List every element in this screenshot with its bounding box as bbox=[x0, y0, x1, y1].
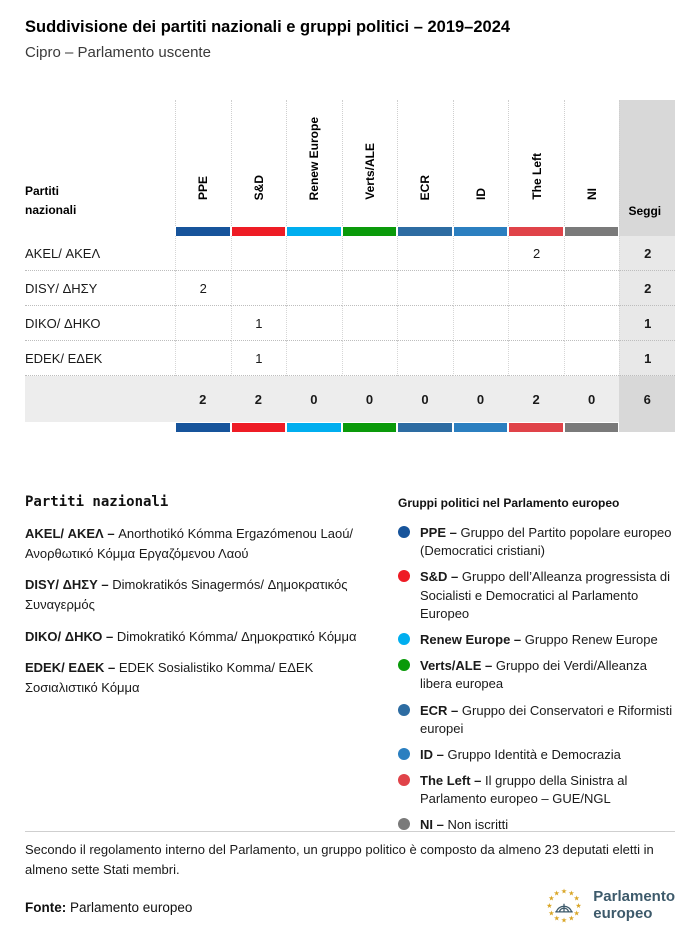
group-description: Gruppo Renew Europe bbox=[521, 631, 658, 647]
ep-logo-star: ★ bbox=[561, 917, 568, 923]
bar-row-spacer-top bbox=[25, 226, 175, 236]
group-total-cell: 2 bbox=[508, 376, 564, 422]
group-description: Gruppo del Partito popolare europeo (Democratici cristiani) bbox=[420, 525, 672, 559]
political-groups-heading: Gruppi politici nel Parlamento europeo bbox=[398, 496, 620, 510]
ep-logo-star: ★ bbox=[548, 895, 555, 903]
column-header-label: ID bbox=[474, 188, 489, 200]
group-abbr: Verts/ALE – bbox=[420, 658, 493, 674]
seat-count-cell bbox=[286, 236, 342, 271]
seat-count-cell bbox=[342, 271, 398, 306]
group-color-bar bbox=[343, 227, 397, 236]
party-legend-item bbox=[25, 627, 377, 647]
party-full-name: Anorthotikó Kómma Ergazómenou Laoú/ Ανορθωτικό Κόμμα Εργαζόμενου Λαού bbox=[25, 526, 354, 562]
party-seats-cell: 2 bbox=[619, 236, 675, 271]
seats-column-header: Seggi bbox=[619, 100, 675, 226]
party-name: EDEK/ ΕΔΕΚ bbox=[25, 341, 175, 376]
seat-count-cell bbox=[397, 236, 453, 271]
seat-count-cell bbox=[342, 306, 398, 341]
group-color-bar-cell bbox=[564, 422, 620, 432]
group-color-bar bbox=[398, 423, 452, 432]
ep-logo-star: ★ bbox=[561, 888, 568, 896]
group-total-cell: 0 bbox=[397, 376, 453, 422]
party-legend-item bbox=[25, 524, 377, 564]
ep-logo-hemicycle bbox=[556, 904, 574, 912]
ep-logo-icon bbox=[544, 888, 584, 923]
group-color-bar bbox=[509, 423, 563, 432]
footnote-divider bbox=[25, 831, 675, 832]
ep-logo-star: ★ bbox=[573, 895, 581, 903]
group-abbr: ID – bbox=[420, 746, 444, 762]
group-description: Il gruppo della Sinistra al Parlamento europeo – GUE/NGL bbox=[420, 773, 628, 807]
party-abbr: AKEL/ ΑΚΕΛ – bbox=[25, 526, 115, 541]
party-name: DIKO/ ΔΗΚΟ bbox=[25, 306, 175, 341]
group-color-bar bbox=[454, 227, 508, 236]
ep-logo-text bbox=[593, 889, 675, 923]
ep-logo-star: ★ bbox=[553, 890, 561, 898]
ep-logo-star: ★ bbox=[546, 903, 553, 911]
group-color-bar-cell bbox=[286, 226, 342, 236]
ep-logo-star: ★ bbox=[568, 890, 575, 898]
group-legend-text bbox=[420, 568, 678, 623]
source-value: Parlamento europeo bbox=[70, 900, 193, 915]
group-total-cell: 0 bbox=[286, 376, 342, 422]
seat-count-cell bbox=[564, 236, 620, 271]
group-color-bar bbox=[287, 423, 341, 432]
group-legend-item bbox=[398, 568, 678, 623]
seat-count-cell bbox=[453, 306, 509, 341]
column-header bbox=[397, 100, 453, 226]
seat-count-cell bbox=[175, 341, 231, 376]
group-color-bar-cell bbox=[286, 422, 342, 432]
group-color-bar-cell bbox=[453, 422, 509, 432]
group-total-cell: 2 bbox=[231, 376, 287, 422]
seat-count-cell bbox=[397, 306, 453, 341]
group-color-dot bbox=[398, 526, 410, 538]
party-full-name: Dimokratikós Sinagermós/ Δημοκρατικός Συναγερμός bbox=[25, 577, 348, 613]
ep-logo bbox=[544, 888, 675, 923]
seat-count-cell bbox=[453, 341, 509, 376]
column-header-label: ECR bbox=[418, 174, 433, 200]
group-legend-text bbox=[420, 702, 678, 738]
ep-logo-text-line2: europeo bbox=[593, 904, 653, 922]
group-color-bar bbox=[565, 423, 619, 432]
seat-count-cell bbox=[286, 271, 342, 306]
group-color-bar-cell bbox=[397, 226, 453, 236]
ep-logo-star: ★ bbox=[548, 910, 555, 918]
seat-count-cell bbox=[508, 341, 564, 376]
group-color-bar-cell bbox=[342, 226, 398, 236]
grand-total-cell: 6 bbox=[619, 376, 675, 422]
national-parties-list bbox=[25, 524, 377, 698]
group-legend-text bbox=[420, 524, 678, 560]
group-abbr: S&D – bbox=[420, 569, 459, 585]
seat-count-cell bbox=[286, 341, 342, 376]
totals-row-spacer bbox=[25, 376, 175, 422]
group-color-bar-cell bbox=[453, 226, 509, 236]
seat-count-cell bbox=[397, 271, 453, 306]
column-header bbox=[342, 100, 398, 226]
party-full-name: EDEK Sosialistiko Komma/ ΕΔΕΚ Σοσιαλιστικό Κόμμα bbox=[25, 659, 314, 695]
political-groups-list bbox=[398, 524, 678, 835]
group-legend-text bbox=[420, 631, 658, 649]
seats-table bbox=[25, 100, 675, 432]
row-header-label: Partiti nazionali bbox=[25, 183, 77, 217]
group-total-cell: 0 bbox=[342, 376, 398, 422]
party-abbr: DIKO/ ΔΗΚΟ – bbox=[25, 628, 114, 644]
column-header bbox=[453, 100, 509, 226]
group-color-bar bbox=[232, 227, 286, 236]
group-legend-item bbox=[398, 746, 678, 764]
group-legend-item bbox=[398, 524, 678, 560]
group-legend-item bbox=[398, 702, 678, 738]
row-header-cell bbox=[25, 100, 175, 226]
ep-logo-star: ★ bbox=[568, 915, 575, 923]
party-seats-cell: 2 bbox=[619, 271, 675, 306]
group-legend-item bbox=[398, 657, 678, 693]
group-color-bar-cell bbox=[175, 226, 231, 236]
group-color-dot bbox=[398, 818, 410, 830]
group-color-dot bbox=[398, 633, 410, 645]
group-legend-item bbox=[398, 772, 678, 808]
seat-count-cell bbox=[453, 271, 509, 306]
group-total-cell: 2 bbox=[175, 376, 231, 422]
party-full-name: Dimokratikó Kómma/ Δημοκρατικό Κόμμα bbox=[113, 628, 357, 644]
party-name: DISY/ ΔΗΣΥ bbox=[25, 271, 175, 306]
group-color-bar bbox=[176, 423, 230, 432]
seat-count-cell bbox=[564, 271, 620, 306]
group-color-dot bbox=[398, 748, 410, 760]
seat-count-cell bbox=[175, 306, 231, 341]
group-color-bar bbox=[454, 423, 508, 432]
seat-count-cell bbox=[175, 236, 231, 271]
seat-count-cell bbox=[564, 306, 620, 341]
party-name: AKEL/ ΑΚΕΛ bbox=[25, 236, 175, 271]
ep-logo-star: ★ bbox=[573, 910, 581, 918]
ep-logo-star: ★ bbox=[553, 915, 561, 923]
ep-logo-text-line1: Parlamento bbox=[593, 887, 675, 905]
seats-column-bar-cell-top bbox=[619, 226, 675, 236]
group-color-bar-cell bbox=[564, 226, 620, 236]
group-color-bar-cell bbox=[231, 226, 287, 236]
column-header bbox=[564, 100, 620, 226]
seat-count-cell bbox=[508, 306, 564, 341]
seat-count-cell bbox=[231, 271, 287, 306]
party-seats-cell: 1 bbox=[619, 341, 675, 376]
column-header bbox=[175, 100, 231, 226]
group-color-bar-cell bbox=[342, 422, 398, 432]
footer bbox=[25, 888, 675, 923]
group-abbr: PPE – bbox=[420, 525, 457, 540]
group-abbr: ECR – bbox=[420, 702, 459, 718]
seat-count-cell: 1 bbox=[231, 306, 287, 341]
page-subtitle: Cipro – Parlamento uscente bbox=[25, 44, 211, 61]
bar-row-spacer-bottom bbox=[25, 422, 175, 432]
group-total-cell: 0 bbox=[453, 376, 509, 422]
column-header-label: Verts/ALE bbox=[362, 143, 377, 200]
party-abbr: DISY/ ΔΗΣΥ – bbox=[25, 577, 109, 593]
seats-column-bar-cell-bottom bbox=[619, 422, 675, 432]
page-title: Suddivisione dei partiti nazionali e gruppi politici – 2019–2024 bbox=[25, 18, 511, 36]
group-color-dot bbox=[398, 774, 410, 786]
seat-count-cell: 2 bbox=[508, 236, 564, 271]
group-description: Gruppo dei Conservatori e Riformisti europei bbox=[420, 702, 673, 736]
seat-count-cell bbox=[397, 341, 453, 376]
group-color-bar-cell bbox=[508, 422, 564, 432]
footnote-text: Secondo il regolamento interno del Parlamento, un gruppo politico è composto da almeno 23 deputati eletti in almeno sette Stati membri. bbox=[25, 842, 654, 877]
group-abbr: NI – bbox=[420, 817, 444, 833]
party-legend-item bbox=[25, 658, 377, 698]
group-description: Gruppo dell’Alleanza progressista di Socialisti e Democratici al Parlamento Europeo bbox=[420, 569, 671, 621]
group-color-bar-cell bbox=[508, 226, 564, 236]
seat-count-cell bbox=[342, 341, 398, 376]
column-header-label: NI bbox=[585, 188, 600, 200]
seat-count-cell bbox=[342, 236, 398, 271]
column-header-label: The Left bbox=[529, 153, 544, 200]
group-description: Gruppo Identità e Democrazia bbox=[443, 746, 621, 762]
group-color-bar bbox=[343, 423, 397, 432]
group-description: Gruppo dei Verdi/Alleanza libera europea bbox=[420, 658, 647, 692]
group-color-bar bbox=[232, 423, 286, 432]
group-abbr: The Left – bbox=[420, 773, 482, 789]
seat-count-cell: 1 bbox=[231, 341, 287, 376]
seat-count-cell bbox=[286, 306, 342, 341]
seat-count-cell bbox=[231, 236, 287, 271]
seat-count-cell bbox=[453, 236, 509, 271]
group-color-bar-cell bbox=[175, 422, 231, 432]
group-legend-item bbox=[398, 631, 678, 649]
party-abbr: EDEK/ ΕΔΕΚ – bbox=[25, 659, 116, 675]
group-color-dot bbox=[398, 570, 410, 582]
group-color-bar-cell bbox=[231, 422, 287, 432]
group-color-bar bbox=[565, 227, 619, 236]
group-color-bar bbox=[176, 227, 230, 236]
national-parties-legend bbox=[25, 494, 377, 709]
party-seats-cell: 1 bbox=[619, 306, 675, 341]
column-header bbox=[508, 100, 564, 226]
column-header-label: S&D bbox=[251, 174, 266, 200]
group-color-bar bbox=[398, 227, 452, 236]
party-legend-item bbox=[25, 575, 377, 615]
national-parties-heading: Partiti nazionali bbox=[25, 494, 169, 510]
group-legend-text bbox=[420, 746, 621, 764]
group-abbr: Renew Europe – bbox=[420, 631, 522, 647]
group-color-bar bbox=[509, 227, 563, 236]
group-legend-text bbox=[420, 772, 678, 808]
seat-count-cell bbox=[508, 271, 564, 306]
column-header-label: PPE bbox=[196, 175, 211, 200]
group-description: Non iscritti bbox=[443, 817, 509, 833]
column-header bbox=[231, 100, 287, 226]
seat-count-cell bbox=[564, 341, 620, 376]
column-header-label: Renew Europe bbox=[307, 116, 322, 200]
ep-logo-star: ★ bbox=[575, 903, 583, 911]
group-total-cell: 0 bbox=[564, 376, 620, 422]
political-groups-legend bbox=[398, 496, 678, 843]
source-label: Fonte: bbox=[25, 900, 67, 915]
group-color-bar-cell bbox=[397, 422, 453, 432]
column-header bbox=[286, 100, 342, 226]
source-line bbox=[25, 900, 192, 923]
group-color-dot bbox=[398, 704, 410, 716]
seat-count-cell: 2 bbox=[175, 271, 231, 306]
group-legend-text bbox=[420, 657, 678, 693]
group-color-dot bbox=[398, 659, 410, 671]
group-color-bar bbox=[287, 227, 341, 236]
